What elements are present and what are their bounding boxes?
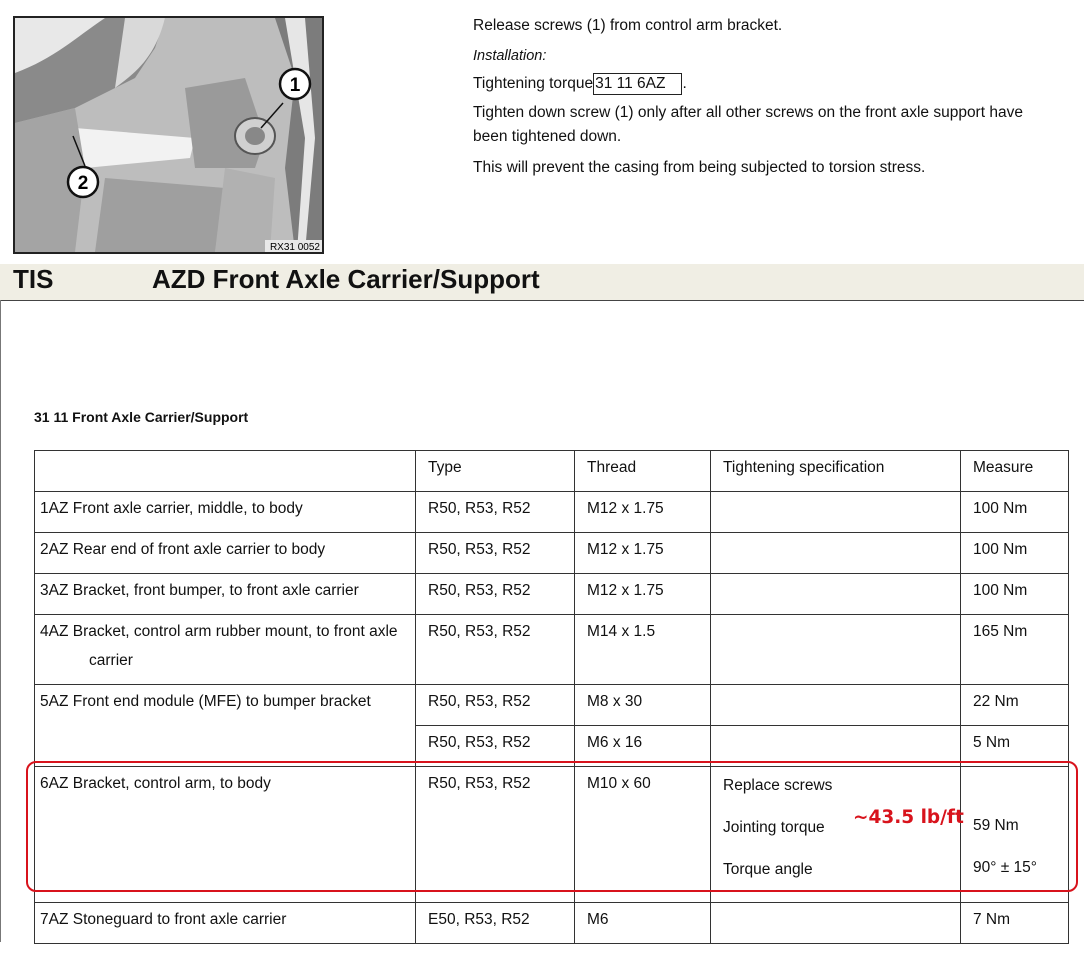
table-row [35, 903, 1069, 944]
row-type: R50, R53, R52 [428, 500, 531, 517]
row-measure: 165 Nm [973, 623, 1028, 640]
image-code: RX31 0052 [269, 242, 320, 252]
prevent-note: This will prevent the casing from being subjected to torsion stress. [473, 159, 926, 176]
row-thread: M12 x 1.75 [587, 582, 664, 599]
row-thread: M12 x 1.75 [587, 541, 664, 558]
tis-header [0, 264, 1084, 301]
row-desc-text: 4AZ Bracket, control arm rubber mount, to front axle [40, 623, 398, 640]
row-thread: M6 [587, 911, 609, 928]
row-measure: 7 Nm [973, 911, 1011, 928]
spec-replace: Replace screws [723, 777, 833, 794]
row-desc: 1AZ Front axle carrier, middle, to body [40, 500, 303, 517]
table-row [35, 615, 1069, 685]
row-type: R50, R53, R52 [428, 734, 531, 751]
row-thread: M10 x 60 [587, 775, 651, 792]
diagram-photo [13, 16, 324, 254]
bracket-photo-drawing [15, 18, 322, 252]
row-thread: M14 x 1.5 [587, 623, 656, 640]
row-desc-cont: carrier [89, 652, 133, 669]
torque-line [473, 72, 1053, 96]
row-thread: M12 x 1.75 [587, 500, 664, 517]
row-measure: 22 Nm [973, 693, 1019, 710]
spec-angle: Torque angle [723, 861, 813, 878]
row-measure: 100 Nm [973, 582, 1028, 599]
tis-label: TIS [13, 264, 54, 294]
measure-torque: 59 Nm [973, 817, 1019, 834]
instructions [473, 14, 1053, 180]
torque-prefix: Tightening torque [473, 75, 594, 92]
row-measure: 100 Nm [973, 500, 1028, 517]
release-text: Release screws (1) from control arm bracket. [473, 17, 783, 34]
row-desc [35, 615, 415, 671]
row-desc: 5AZ Front end module (MFE) to bumper bracket [40, 693, 371, 710]
row-measure: 100 Nm [973, 541, 1028, 558]
row-type: R50, R53, R52 [428, 693, 531, 710]
torque-suffix: . [682, 75, 687, 92]
header-measure: Measure [973, 459, 1034, 476]
row-type: R50, R53, R52 [428, 582, 531, 599]
callout-2-label: 2 [77, 173, 89, 194]
row-desc: 3AZ Bracket, front bumper, to front axle carrier [40, 582, 359, 599]
row-thread: M8 x 30 [587, 693, 643, 710]
callout-1-label: 1 [289, 75, 301, 96]
row-type: R50, R53, R52 [428, 775, 531, 792]
row-type: R50, R53, R52 [428, 541, 531, 558]
torque-ref-link[interactable]: 31 11 6AZ [593, 73, 682, 95]
row-desc: 2AZ Rear end of front axle carrier to body [40, 541, 326, 558]
table-row [35, 533, 1069, 574]
torque-conversion-note: ~43.5 lb/ft [853, 807, 964, 828]
row-desc: 7AZ Stoneguard to front axle carrier [40, 911, 287, 928]
row-type: R50, R53, R52 [428, 623, 531, 640]
spec-jointing: Jointing torque [723, 819, 825, 836]
row-measure: 5 Nm [973, 734, 1011, 751]
page-title: AZD Front Axle Carrier/Support [152, 264, 540, 294]
row-desc: 6AZ Bracket, control arm, to body [40, 775, 271, 792]
measure-angle: 90° ± 15° [973, 859, 1037, 876]
section-title: 31 11 Front Axle Carrier/Support [34, 409, 249, 425]
row-thread: M6 x 16 [587, 734, 643, 751]
table-row [35, 574, 1069, 615]
installation-label: Installation: [473, 48, 547, 64]
table-row [35, 492, 1069, 533]
header-spec: Tightening specification [723, 459, 885, 476]
table-row [35, 685, 1069, 726]
row-type: E50, R53, R52 [428, 911, 530, 928]
tighten-note: Tighten down screw (1) only after all other screws on the front axle support have been tightened down. [473, 104, 1023, 145]
header-thread: Thread [587, 459, 637, 476]
divider [0, 300, 1, 942]
header-blank [35, 451, 415, 458]
header-type: Type [428, 459, 462, 476]
table-header-row [35, 451, 1069, 492]
